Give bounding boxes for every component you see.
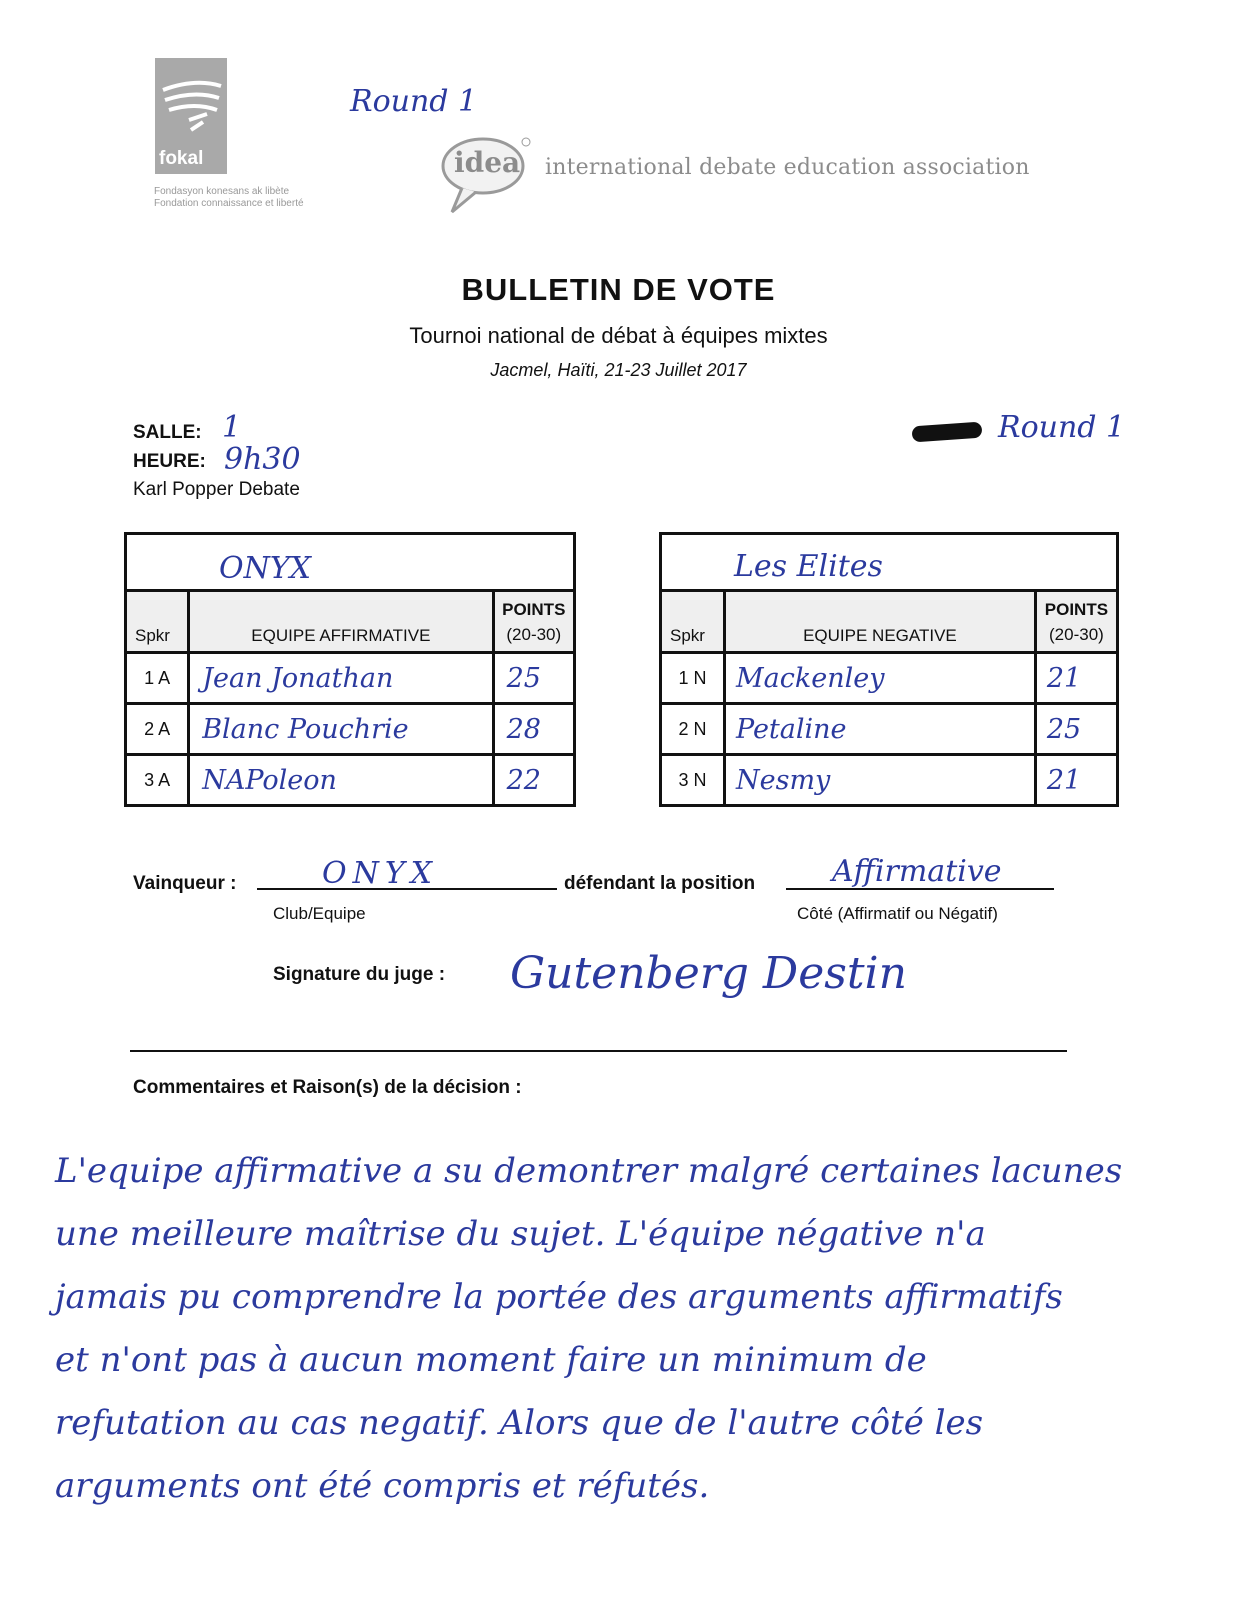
speaker-points: 21	[1035, 755, 1117, 806]
fokal-wordmark: fokal	[159, 148, 204, 169]
points-header-label: POINTS	[1044, 599, 1109, 619]
comment-line: et n'ont pas à aucun moment faire un minimum de	[55, 1340, 927, 1380]
heure-value: 9h30	[224, 442, 301, 477]
negative-team-cell	[661, 534, 1118, 591]
speaker-code: 2 A	[126, 704, 189, 755]
table-row	[661, 755, 1118, 806]
table-row	[661, 653, 1118, 704]
speaker-points: 28	[493, 704, 574, 755]
idea-logo-text: idea	[454, 146, 521, 179]
points-header	[1035, 591, 1117, 653]
points-header	[493, 591, 574, 653]
comment-line: une meilleure maîtrise du sujet. L'équipe négative n'a	[55, 1214, 986, 1254]
page-subtitle: Tournoi national de débat à équipes mixtes	[409, 323, 828, 348]
table-row	[126, 755, 575, 806]
speaker-points: 22	[493, 755, 574, 806]
speaker-points: 25	[493, 653, 574, 704]
comment-line: refutation au cas negatif. Alors que de l'autre côté les	[55, 1403, 984, 1443]
team-column-header: EQUIPE AFFIRMATIVE	[189, 591, 493, 653]
position-value: Affirmative	[832, 854, 1002, 889]
points-header-label: POINTS	[502, 599, 566, 619]
page-title: BULLETIN DE VOTE	[461, 272, 776, 307]
spkr-header: Spkr	[661, 591, 725, 653]
speaker-points: 21	[1035, 653, 1117, 704]
speaker-name: Mackenley	[725, 653, 1036, 704]
team-column-header: EQUIPE NEGATIVE	[725, 591, 1036, 653]
position-caption: Côté (Affirmatif ou Négatif)	[797, 904, 998, 923]
speaker-code: 3 A	[126, 755, 189, 806]
table-row	[661, 704, 1118, 755]
negative-team-name: Les Elites	[734, 549, 883, 584]
speaker-code: 2 N	[661, 704, 725, 755]
signature-label: Signature du juge :	[273, 964, 446, 985]
divider	[130, 1050, 1067, 1052]
speaker-name: Nesmy	[725, 755, 1036, 806]
points-header-range: (20-30)	[506, 624, 562, 644]
affirmative-team-name: ONYX	[219, 551, 312, 586]
speaker-name: Blanc Pouchrie	[189, 704, 493, 755]
salle-value: 1	[222, 410, 242, 445]
round-label: Round 1	[998, 410, 1126, 445]
winner-value: ONYX	[322, 856, 439, 891]
debate-format: Karl Popper Debate	[133, 479, 300, 500]
spkr-header: Spkr	[126, 591, 189, 653]
speaker-code: 3 N	[661, 755, 725, 806]
salle-label: SALLE:	[133, 422, 202, 443]
comment-line: jamais pu comprendre la portée des arguments affirmatifs	[55, 1277, 1063, 1317]
winner-caption: Club/Equipe	[273, 904, 366, 923]
speaker-points: 25	[1035, 704, 1117, 755]
comments-label: Commentaires et Raison(s) de la décision :	[133, 1077, 522, 1098]
scribble-out	[912, 422, 983, 443]
table-row	[126, 653, 575, 704]
heure-label: HEURE:	[133, 451, 206, 472]
affirmative-team-cell	[126, 534, 575, 591]
position-label: défendant la position	[564, 873, 756, 894]
table-row	[126, 704, 575, 755]
fokal-tagline-2: Fondation connaissance et liberté	[154, 198, 304, 209]
affirmative-table	[124, 532, 576, 807]
winner-label: Vainqueur :	[133, 873, 237, 894]
place-date: Jacmel, Haïti, 21-23 Juillet 2017	[490, 360, 747, 380]
handwritten-round-top: Round 1	[350, 84, 478, 119]
judge-signature: Gutenberg Destin	[510, 948, 907, 999]
comment-line: L'equipe affirmative a su demontrer malgré certaines lacunes	[55, 1151, 1123, 1191]
speaker-name: Petaline	[725, 704, 1036, 755]
negative-table	[659, 532, 1119, 807]
fokal-tagline-1: Fondasyon konesans ak libète	[154, 186, 290, 197]
speaker-name: Jean Jonathan	[189, 653, 493, 704]
idea-full-name: international debate education association	[545, 155, 1030, 180]
comment-line: arguments ont été compris et réfutés.	[55, 1466, 710, 1506]
speaker-name: NAPoleon	[189, 755, 493, 806]
speaker-code: 1 N	[661, 653, 725, 704]
points-header-range: (20-30)	[1049, 624, 1104, 644]
speaker-code: 1 A	[126, 653, 189, 704]
